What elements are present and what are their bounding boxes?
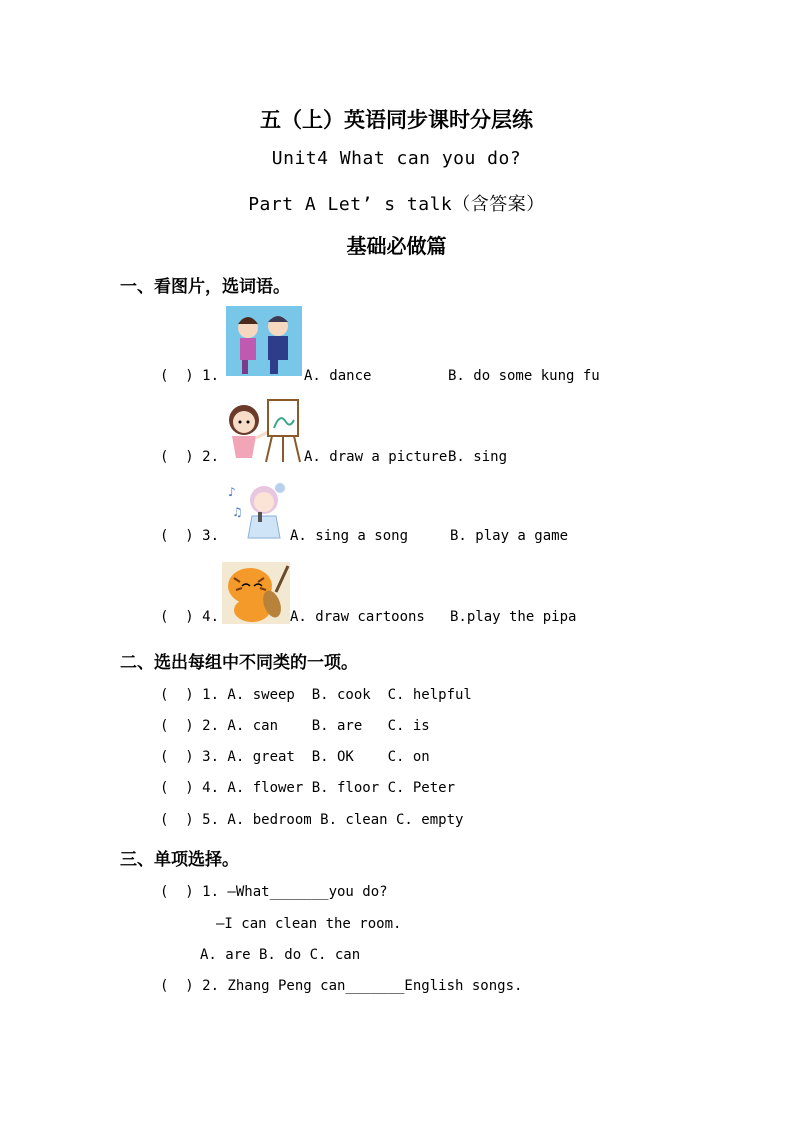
option-a: A. draw cartoons (290, 609, 425, 625)
question-1: ( ) 1. —What_______you do? (160, 884, 388, 900)
svg-text:♫: ♫ (232, 505, 243, 519)
option-a: A. draw a picture (304, 449, 448, 465)
tiger-pipa-picture (222, 562, 290, 624)
list-item: ( ) 4. A. flower B. floor C. Peter (160, 780, 456, 796)
svg-text:♪: ♪ (228, 485, 236, 499)
list-item: ( ) 2. A. can B. are C. is (160, 718, 430, 734)
level-title: 基础必做篇 (346, 234, 447, 258)
question-number: ( ) 3. (160, 528, 220, 544)
part-title: Part A Let’ s talk（含答案） (248, 194, 545, 215)
section2-heading: 二、选出每组中不同类的一项。 (120, 653, 358, 673)
page-title: 五（上）英语同步课时分层练 (260, 107, 533, 132)
option-b: B.play the pipa (450, 609, 577, 625)
list-item: ( ) 3. A. great B. OK C. on (160, 749, 430, 765)
option-a: A. dance (304, 368, 372, 384)
question-number: ( ) 4. (160, 609, 220, 625)
section1-heading: 一、看图片，选词语。 (120, 277, 290, 297)
unit-title: Unit4 What can you do? (271, 148, 522, 169)
option-b: B. do some kung fu (448, 368, 600, 384)
option-a: A. sing a song (290, 528, 409, 544)
question-1-options: A. are B. do C. can (200, 947, 361, 963)
question-2: ( ) 2. Zhang Peng can_______English songs. (160, 978, 523, 994)
kids-kung-fu-picture (226, 306, 302, 376)
question-1-answer: —I can clean the room. (216, 916, 402, 932)
section3-heading: 三、单项选择。 (120, 850, 239, 870)
question-number: ( ) 1. (160, 368, 220, 384)
girl-painting-picture (222, 392, 304, 464)
list-item: ( ) 5. A. bedroom B. clean C. empty (160, 812, 464, 828)
question-number: ( ) 2. (160, 449, 220, 465)
option-b: B. play a game (450, 528, 569, 544)
list-item: ( ) 1. A. sweep B. cook C. helpful (160, 687, 472, 703)
girl-singing-picture (224, 478, 290, 540)
option-b: B. sing (448, 449, 508, 465)
